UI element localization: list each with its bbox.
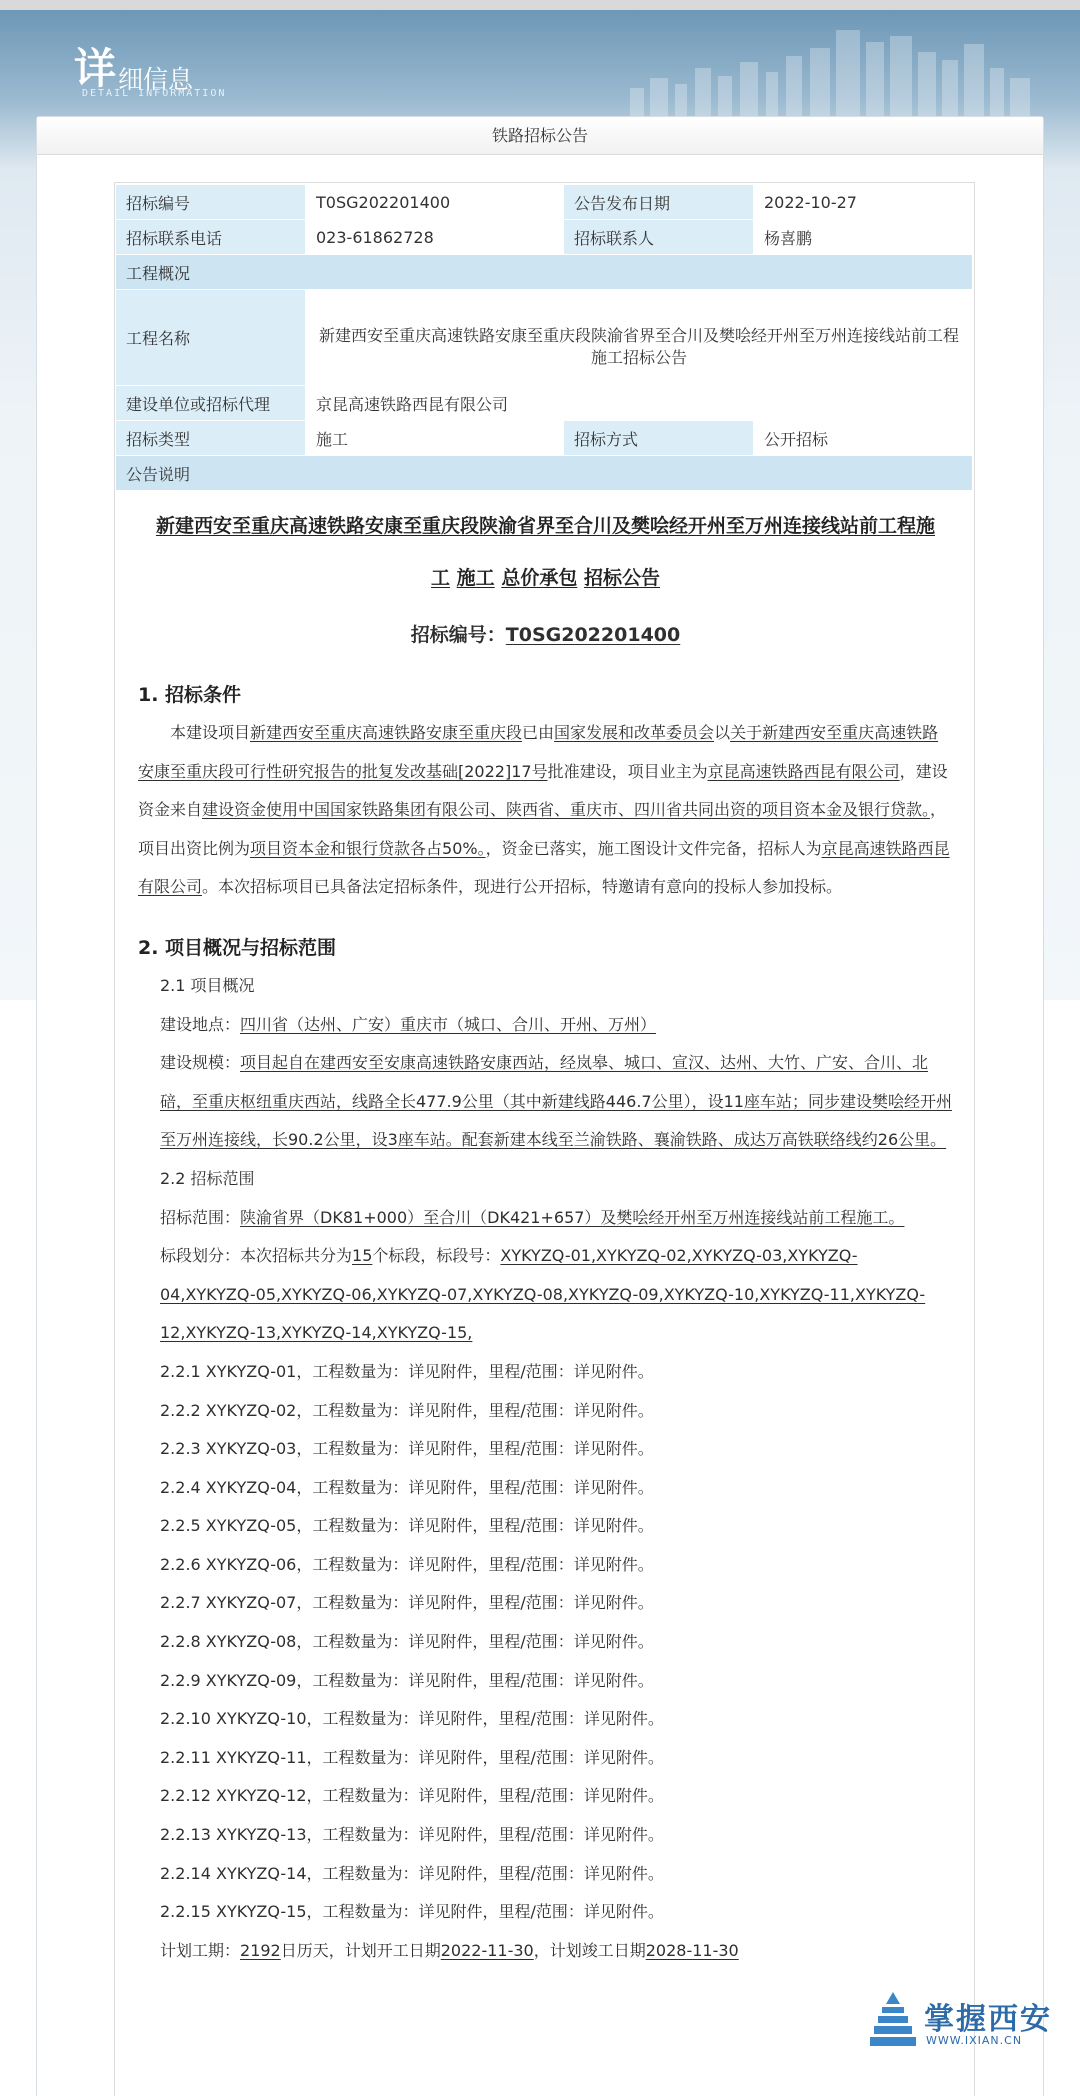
doc-number-value: T0SG202201400	[505, 624, 681, 646]
plan-line	[138, 1932, 953, 1971]
table-row	[116, 290, 973, 386]
watermark-url: WWW.IXIAN.CN	[926, 2034, 1023, 2047]
text-run: 京昆高速铁路西昆有限公司	[138, 838, 950, 897]
text-run: 以	[714, 723, 731, 742]
text-run: ，项目出资比例为	[138, 800, 947, 858]
doc-title-part: 施工	[456, 567, 495, 589]
plan-label-3: ，计划竣工日期	[533, 1940, 646, 1960]
lot-item: 2.2.1 XYKYZQ-01，工程数量为：详见附件，里程/范围：详见附件。	[160, 1361, 654, 1381]
section-2-2-title: 2.2 招标范围	[160, 1168, 255, 1188]
lots-label: 标段划分：本次招标共分为	[160, 1246, 353, 1266]
text-run: 本建设项目	[170, 723, 251, 742]
text-run: 关于新建西安至重庆高速铁路安康至重庆段可行性研究报告的批复发改基础[2022]17号	[138, 723, 939, 781]
location-label: 建设地点：	[160, 1014, 241, 1034]
lots-label-2: 个标段，标段号：	[372, 1246, 501, 1266]
city-skyline-icon	[620, 18, 1040, 118]
text-run: 新建西安至重庆高速铁路安康至重庆段	[250, 723, 523, 742]
lot-item: 2.2.13 XYKYZQ-13，工程数量为：详见附件，里程/范围：详见附件。	[160, 1825, 664, 1845]
table-row	[116, 185, 973, 220]
publish-date-label: 公告发布日期	[564, 185, 754, 220]
plan-days: 2192	[240, 1940, 281, 1960]
phone-label: 招标联系电话	[116, 220, 306, 255]
lot-item: 2.2.6 XYKYZQ-06，工程数量为：详见附件，里程/范围：详见附件。	[160, 1554, 654, 1574]
method-value: 公开招标	[754, 421, 973, 456]
type-value: 施工	[306, 421, 564, 456]
watermark	[862, 1990, 1062, 2056]
plan-label: 计划工期：	[160, 1940, 241, 1960]
lot-item: 2.2.10 XYKYZQ-10，工程数量为：详见附件，里程/范围：详见附件。	[160, 1709, 664, 1729]
text-run: 京昆高速铁路西昆有限公司	[707, 761, 900, 781]
scale-value: 项目起自在建西安至安康高速铁路安康西站，经岚皋、城口、宣汉、达州、大竹、广安、合川、北碚，至重庆枢纽重庆西站，线路全长477.9公里（其中新建线路446.7公里），设11座车站；同步建设樊哙经开州至万州连接线，长90.2公里，设3座车站。配套新建本线至兰渝铁路、襄渝铁路、成达万高铁联络线约26公里。	[160, 1053, 952, 1150]
header-title-big: 详	[74, 44, 117, 93]
text-run: ，资金已落实，施工图设计文件完备，招标人为	[485, 838, 822, 858]
header-subtitle: DETAIL INFORMATION	[82, 88, 227, 99]
text-run: 批准建设，项目业主为	[547, 761, 708, 781]
doc-title-part: 招标公告	[583, 567, 660, 589]
bid-no-value: T0SG202201400	[306, 185, 564, 220]
location-value: 四川省（达州、广安）重庆市（城口、合川、开州、万州）	[240, 1014, 657, 1034]
method-label: 招标方式	[564, 421, 754, 456]
lots-count: 15	[352, 1246, 373, 1266]
bid-no-label: 招标编号	[116, 185, 306, 220]
section-2-1-title: 2.1 项目概况	[160, 975, 255, 995]
lot-item: 2.2.11 XYKYZQ-11，工程数量为：详见附件，里程/范围：详见附件。	[160, 1747, 664, 1767]
type-label: 招标类型	[116, 421, 306, 456]
range-label: 招标范围：	[160, 1207, 241, 1227]
lot-item: 2.2.3 XYKYZQ-03，工程数量为：详见附件，里程/范围：详见附件。	[160, 1439, 654, 1459]
lot-item: 2.2.8 XYKYZQ-08，工程数量为：详见附件，里程/范围：详见附件。	[160, 1632, 654, 1652]
announcement-body	[138, 500, 953, 1970]
header-title-rest: 细信息	[118, 65, 194, 94]
range-value: 陕渝省界（DK81+000）至合川（DK421+657）及樊哙经开州至万州连接线站前工程施工。	[240, 1207, 905, 1227]
top-strip	[0, 0, 1080, 10]
range-line	[138, 1199, 953, 1238]
lots-line	[138, 1237, 953, 1353]
lot-item: 2.2.4 XYKYZQ-04，工程数量为：详见附件，里程/范围：详见附件。	[160, 1477, 654, 1497]
detail-header	[0, 10, 1080, 118]
table-section-row	[116, 456, 973, 491]
lot-item: 2.2.2 XYKYZQ-02，工程数量为：详见附件，里程/范围：详见附件。	[160, 1400, 654, 1420]
scale-label: 建设规模：	[160, 1053, 241, 1073]
lot-item: 2.2.9 XYKYZQ-09，工程数量为：详见附件，里程/范围：详见附件。	[160, 1670, 654, 1690]
location-line	[138, 1006, 953, 1045]
overview-section: 工程概况	[116, 255, 973, 290]
doc-number	[138, 620, 953, 654]
project-name-value: 新建西安至重庆高速铁路安康至重庆段陕渝省界至合川及樊哙经开州至万州连接线站前工程施工招标公告	[306, 290, 973, 386]
card-title: 铁路招标公告	[37, 117, 1043, 155]
section-2-title: 2. 项目概况与招标范围	[138, 936, 337, 959]
owner-label: 建设单位或招标代理	[116, 386, 306, 421]
watermark-text: 掌握西安	[924, 2002, 1052, 2037]
contact-label: 招标联系人	[564, 220, 754, 255]
lot-item: 2.2.5 XYKYZQ-05，工程数量为：详见附件，里程/范围：详见附件。	[160, 1516, 654, 1536]
owner-value: 京昆高速铁路西昆有限公司	[306, 386, 973, 421]
scale-line	[138, 1044, 953, 1160]
doc-title-part: 总价承包	[501, 567, 578, 589]
text-run: 已由	[522, 723, 555, 742]
text-run: 项目资本金和银行贷款各占50%。	[250, 838, 486, 858]
info-table	[115, 184, 973, 491]
header-title	[74, 36, 193, 96]
tower-logo-icon	[866, 1990, 920, 2054]
phone-value: 023-61862728	[306, 220, 564, 255]
text-run: 建设资金使用中国国家铁路集团有限公司、陕西省、重庆市、四川省共同出资的项目资本金及银行贷款。	[202, 800, 931, 820]
text-run: 国家发展和改革委员会	[554, 723, 715, 742]
table-section-row	[116, 255, 973, 290]
publish-date-value: 2022-10-27	[754, 185, 973, 220]
doc-number-label: 招标编号：	[410, 624, 506, 646]
table-row	[116, 421, 973, 456]
doc-title-line1: 新建西安至重庆高速铁路安康至重庆段陕渝省界至合川及樊哙经开州至万州连接线站前工程施	[155, 515, 935, 537]
lot-item: 2.2.14 XYKYZQ-14，工程数量为：详见附件，里程/范围：详见附件。	[160, 1863, 664, 1883]
lot-item: 2.2.15 XYKYZQ-15，工程数量为：详见附件，里程/范围：详见附件。	[160, 1902, 664, 1922]
section-1-paragraph	[138, 714, 953, 907]
plan-end-date: 2028-11-30	[645, 1940, 739, 1960]
plan-start-date: 2022-11-30	[440, 1940, 534, 1960]
text-run: 。本次招标项目已具备法定招标条件，现进行公开招标，特邀请有意向的投标人参加投标。	[202, 877, 843, 897]
plan-label-2: 日历天，计划开工日期	[280, 1940, 441, 1960]
doc-title-part: 工	[431, 567, 451, 589]
table-row	[116, 220, 973, 255]
lots-value: XYKYZQ-01,XYKYZQ-02,XYKYZQ-03,XYKYZQ-04,XYKYZQ-05,XYKYZQ-06,XYKYZQ-07,XYKYZQ-08,XYKYZQ-09,XYKYZQ-10,XYKYZQ-11,XYKYZQ-12,XYKYZQ-13,XYKYZQ-14,XYKYZQ-15,	[160, 1246, 926, 1343]
project-name-label: 工程名称	[116, 290, 306, 386]
lot-item: 2.2.7 XYKYZQ-07，工程数量为：详见附件，里程/范围：详见附件。	[160, 1593, 654, 1613]
lot-item: 2.2.12 XYKYZQ-12，工程数量为：详见附件，里程/范围：详见附件。	[160, 1786, 664, 1806]
text-run: ，建设资金来自	[138, 761, 948, 820]
doc-title	[138, 500, 953, 604]
contact-value: 杨喜鹏	[754, 220, 973, 255]
notice-section: 公告说明	[116, 456, 973, 491]
table-row	[116, 386, 973, 421]
section-1-title: 1. 招标条件	[138, 684, 242, 706]
